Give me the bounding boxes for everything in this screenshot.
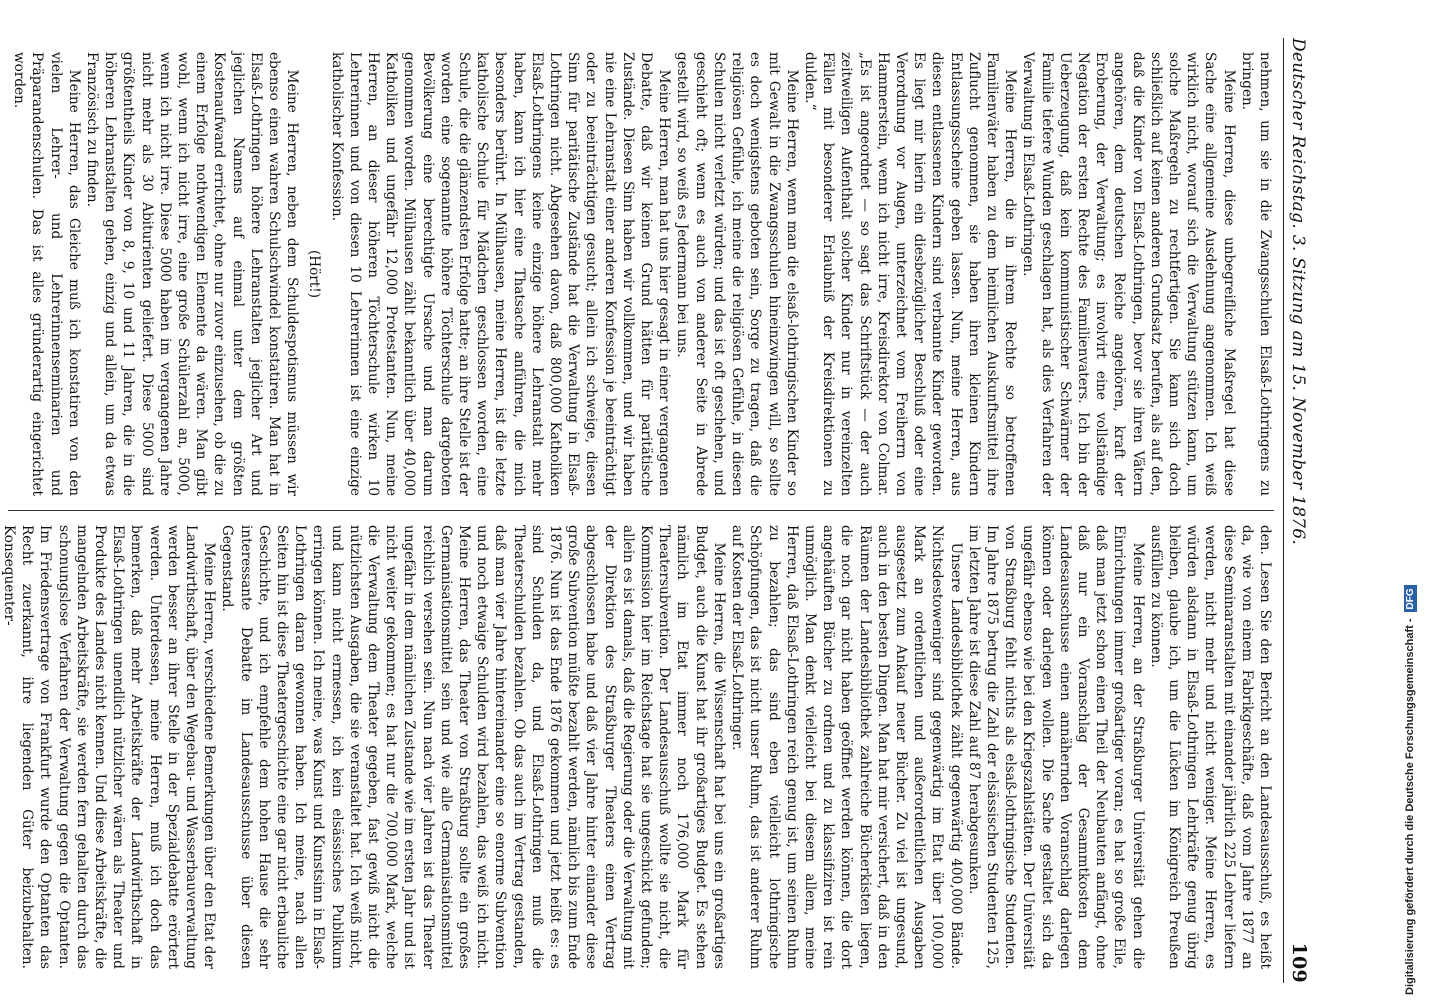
digitization-credit-line	[1395, 5, 1425, 995]
paragraph: den. Lesen Sie den Bericht an den Landesausschuß, es heißt da, wie von einem Fabrikgeschäfte, daß vom Jahre 1877 an diese Seminaranstalten mit einander jährlich 225 Lehrer liefern werden, nicht mehr und nicht weniger. Meine Herren, es würden alsdann in Elsaß-Lothringen Lehrkräfte genug übrig bleiben, glaube ich, um die Lücken im Königreich Preußen ausfüllen zu können.	[1147, 525, 1273, 969]
column-right	[0, 510, 1274, 983]
header-title: Deutscher Reichstag. 3. Sitzung am 15. November 1876.	[1288, 38, 1308, 546]
paragraph: Meine Herren, das Gleiche muß ich konstatiren von den vielen Lehrer- und Lehrerinnenseminarien und Präparandenschulen. Das ist alles gründerartig eingerichtet worden.	[11, 52, 82, 496]
paragraph: Meine Herren, neben dem Schuldespotismus müssen wir ebenso einen wahren Schulschwindel konstatiren. Man hat in Elsaß-Lothringen höhere Lehranstalten jeglicher Art und jeglichen Namens auf einmal unter dem größten Kostenaufwand errichtet, ohne nur zuvor einzusehen, ob die zu einem Erfolge nothwendigen Elemente da wären. Man gibt wohl, wenn ich nicht irre, eine große Schülerzahl an, 5000, wenn ich nicht irre. Diese 5000 haben im vergangenen Jahre nicht mehr als 30 Abiturienten geliefert. Diese 5000 sind größtentheils Kinder von 8, 9, 10 und 11 Jahren, die in die höheren Lehranstalten gehen, einzig und allein, um da etwas Französisch zu finden.	[84, 52, 301, 496]
paragraph: Meine Herren, die in ihrem Rechte so betroffenen Familienväter haben zu dem heimlichen Auskunftsmittel ihre Zuflucht genommen, sie haben ihren kleinen Kindern Entlassungsscheine geben lassen. Nun, meine Herren, aus diesen entlassenen Kindern sind verbannte Kinder geworden. Es liegt mir hierin ein diesbezüglicher Beschluß oder eine Verordnung vor Augen, unterzeichnet vom Freiherrn von Hammerstein, wenn ich nicht irre, Kreisdirektor von Colmar. „Es ist angeordnet — so sagt das Schriftstück — der auch zeitweiligen Aufenthalt solcher Kinder nur in vereinzelten Fällen mit besonderer Erlaubniß der Kreisdirektionen zu dulden.“	[801, 52, 1019, 496]
rotated-document-page	[0, 8, 1330, 993]
paragraph: Unsere Landesbibliothek zählt gegenwärtig 400,000 Bände. Nichtsdestoweniger sind gegenwärtig im Etat über 100,000 Mark an ordentlichen und außerordentlichen Ausgaben ausgesetzt zum Ankauf neuer Bücher. Zu viel ist ungesund, auch in den besten Dingen. Man hat mir versichert, daß in den Räumen der Landesbibliothek zahlreiche Bücherkisten liegen, die noch gar nicht haben geöffnet werden können, die dort angehäuften Bücher zu ordnen und zu klassifiziren ist rein unmöglich. Man denkt vielleicht bei diesem allem, meine Herren, daß Elsaß-Lothringen reich genug ist, um seinen Ruhm zu bezahlen; das sind eben vielleicht lothringische Schöpfungen, das ist nicht unser Ruhm, das ist anderer Ruhm auf Kosten der Elsaß-Lothringer.	[729, 525, 964, 969]
text-columns	[0, 38, 1274, 983]
paragraph: Meine Herren, man hat uns hier gesagt in einer vergangenen Debatte, daß wir keinen Grund hätten für paritätische Zustände. Diesen Sinn haben wir vollkommen, und wir haben nie eine Lehranstalt einer anderen Konfession je beeinträchtigt oder zu beeinträchtigen gesucht; allein ich schweige, diesen Sinn für paritätische Zustände hat die Verwaltung in Elsaß-Lothringen nicht. Abgesehen davon, daß 800,000 Katholiken Elsaß-Lothringens keine einzige höhere Lehranstalt mehr haben, kann ich hier eine Thatsache anführen, die mich besonders berührt. In Mülhausen, meine Herren, ist die letzte katholische Schule für Mädchen geschlossen worden, eine Schule, die die glänzendsten Erfolge hatte; an ihre Stelle ist der worden eine sogenannte höhere Töchterschule dargeboten Bevölkerung eine berechtigte Ursache und man darum genommen worden. Mülhausen zählt bekanntlich über 40,000 Katholiken und ungefähr 12,000 Protestanten. Nun, meine Herren, an dieser höheren Töchterschule wirken 10 Lehrerinnen und von diesen 10 Lehrerinnen ist eine einzige katholischer Konfession.	[328, 52, 673, 496]
paragraph: nehmen, um sie in die Zwangsschulen Elsaß-Lothringens zu bringen.	[1238, 52, 1273, 496]
column-left	[8, 38, 1274, 510]
paragraph: Meine Herren, diese unbegreifliche Maßregel hat diese Sache eine allgemeine Ausdehnung angenommen. Ich weiß wirklich nicht, worauf sich die Verwaltung stützen kann, um solche Maßregeln zu rechtfertigen. Sie kann sich doch schließlich auf keinen anderen Grundsatz berufen, als auf den, daß die Kinder von Elsaß-Lothringen, bevor sie ihren Vätern angehören, dem deutschen Reiche angehören, kraft der Eroberung, der Verwaltung; es involvirt eine vollständige Negation der ersten Rechte des Familienvaters. Ich bin der Ueberzeugung, daß kein kommunistischer Schwärmer der Familie tiefere Wunden geschlagen hat, als dies Verfahren der Verwaltung in Elsaß-Lothringen.	[1020, 52, 1237, 496]
paragraph: Meine Herren, wenn man die elsaß-lothringischen Kinder so mit Gewalt in die Zwangsschulen hineinzwingen will, so sollte es doch wenigstens geboten sein, Sorge zu tragen, daß die religiösen Gefühle, ich meine die religiösen Gefühle, in diesen Schulen nicht verletzt würden; und das ist oft geschehen, und geschieht oft; wenn es auch von anderer Seite in Abrede gestellt wird, so weiß es Jedermann bei uns.	[674, 52, 800, 496]
paragraph: (Hört!)	[306, 249, 323, 299]
dfg-logo: DFG	[1404, 585, 1417, 612]
paragraph: Meine Herren, verschiedene Bemerkungen über den Etat der Landwirthschaft, über den Wegebau- und Wasserbauverwaltung werden besser an ihrer Stelle in der Spezialdebatte erörtert werden. Unterdessen, meine Herren, muß ich doch das bemerken, daß mehr Arbeitskräfte der Landwirthschaft in Elsaß-Lothringen unendlich nützlicher wären als Theater und Produkte des Landes nicht kennen. Und diese Arbeitskräfte, die mangelnden Arbeitskräfte, sie werden fern gehalten durch das schonungslose Verfahren der Verwaltung gegen die Optanten. Im Friedensvertrage von Frankfurt wurde den Optanten das Recht zuerkannt, ihre liegenden Güter beizubehalten. Konsequenter-	[0, 525, 218, 969]
paragraph: Meine Herren, die Wissenschaft hat bei uns ein großartiges Budget, auch die Kunst hat ihr großartiges Budget. Es stehen nämlich im Etat immer noch 176,000 Mark für Theatersubvention. Der Landesausschuß wollte sie nicht, die Kommission hier im Reichstage hat sie ungeschickt gefunden; allein es ist damals, daß die Regierung oder die Verwaltung mit der Direktion des Straßburger Theaters einen Vertrag abgeschlossen habe und daß vier Jahre hinter einander diese große Subvention müßte bezahlt werden, nämlich bis zum Ende 1876. Nun ist das Ende 1876 gekommen und jetzt heißt es: es sind Schulden da, und Elsaß-Lothringen muß die Theaterschulden bezahlen. Ob das auch im Vertrag gestanden, daß man vier Jahre hintereinander eine so enorme Subvention und noch etwaige Schulden wird bezahlen, das weiß ich nicht. Meine Herren, das Theater von Straßburg sollte ein großes Germanisationsmittel sein und wie alle Germanisationsmittel reichlich versehen sein. Nun nach vier Jahren ist das Theater ungefähr in dem nämlichen Zustande wie im ersten Jahr und ist nicht weiter gekommen; es hat nur die 700,000 Mark, welche die Verwaltung dem Theater gegeben, fast gewiß nicht die nützlichsten Ausgaben, die sie veranstaltet hat. Ich weiß nicht, und kann nicht ermessen, ich kein elsässisches Publikum erringen können. Ich meine, was Kunst und Kunstsinn in Elsaß-Lothringen daran gewonnen haben. Ich meine, nach allen Seiten hin ist diese Theatergeschichte eine gar nicht erbauliche Geschichte, und ich empfehle dem hohen Hause die sehr interessante Debatte im Landesausschusse über diesen Gegenstand.	[219, 525, 727, 969]
page-header	[1283, 38, 1322, 983]
paragraph: Meine Herren, an der Straßburger Universität gehen die Einrichtungen immer großartiger voran; es hat so große Eile, daß man jetzt schon einen Theil der Neubauten anfängt, ohne daß nur ein Voranschlag der Gesammtkosten dem Landesausschusse einen annähernden Voranschlag darlegen können oder darlegen wollen. Die Sache gestaltet sich da ungefähr ebenso wie bei den Kriegszahlstätten. Der Universität von Straßburg fehlt nichts als elsaß-lothringische Studenten. Im Jahre 1875 betrug die Zahl der elsässischen Studenten 125, im letzten Jahre ist diese Zahl auf 87 herabgesunken.	[965, 525, 1146, 969]
digitization-credit-text: Digitalisierung gefördert durch die Deutsche Forschungsgemeinschaft -	[1404, 618, 1416, 995]
page-number: 109	[1288, 942, 1310, 983]
digitization-credit	[1395, 0, 1425, 1000]
